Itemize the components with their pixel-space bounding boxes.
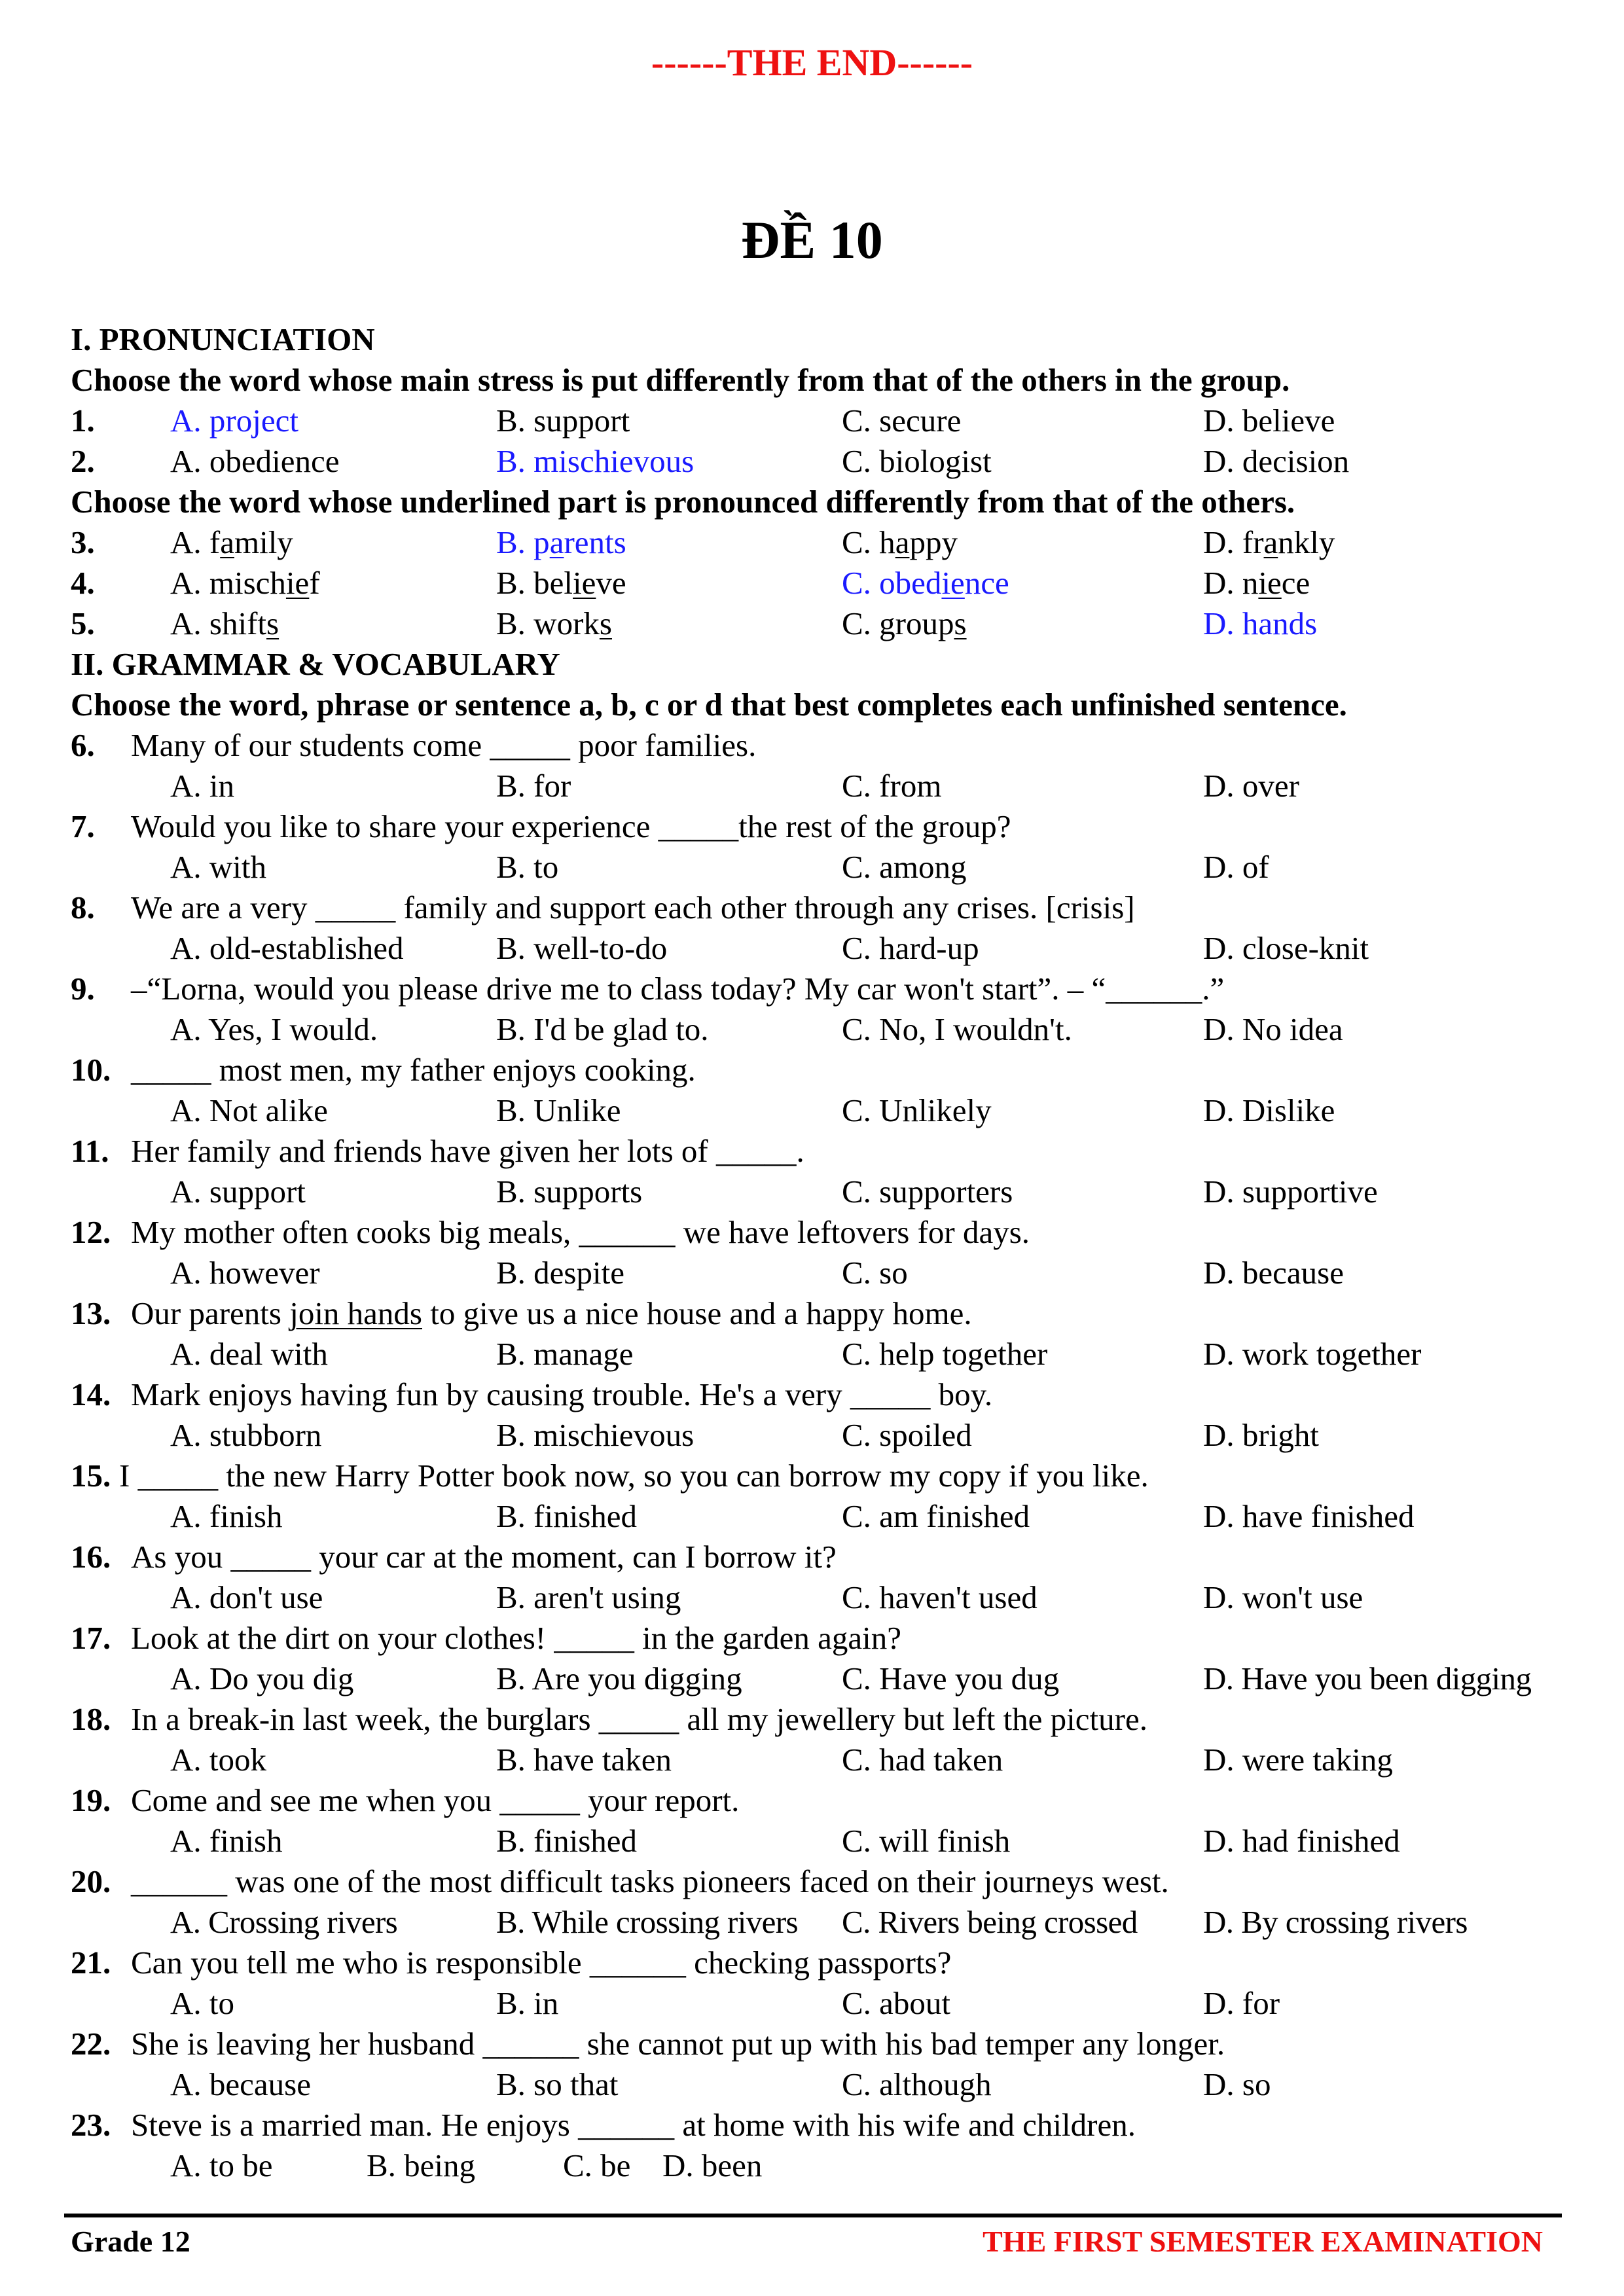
option-c: C. among xyxy=(842,849,967,885)
question-stem: 23. Steve is a married man. He enjoys ______ at home with his wife and children. xyxy=(71,2107,1136,2143)
option-a: A. to xyxy=(170,1985,234,2021)
options-row xyxy=(71,1821,1576,1861)
option-c: C. help together xyxy=(842,1336,1048,1372)
option-d: D. because xyxy=(1203,1255,1344,1291)
options-row xyxy=(71,766,1576,806)
option-a: A. with xyxy=(170,849,266,885)
options-row xyxy=(71,1902,1576,1943)
question-stem: 11. Her family and friends have given her lots of _____. xyxy=(71,1133,804,1169)
question-row: 5. A. shifts B. works C. groups D. hands xyxy=(71,603,1576,644)
option-b: B. for xyxy=(496,768,571,804)
option-a: A. to be xyxy=(170,2147,273,2183)
option-c: C. from xyxy=(842,768,942,804)
option-b: B. supports xyxy=(496,1174,643,1210)
question-stem: 8. We are a very _____ family and support each other through any crises. [crisis] xyxy=(71,889,1135,925)
option-b: B. While crossing rivers xyxy=(496,1904,799,1940)
option-a: A. don't use xyxy=(170,1579,323,1615)
options-row xyxy=(71,1172,1576,1212)
option-d: D. hands xyxy=(1203,605,1318,641)
option-a: A. project xyxy=(170,403,298,439)
option-a: A. family xyxy=(170,524,293,560)
option-c: C. biologist xyxy=(842,443,992,479)
options-row xyxy=(71,1009,1576,1050)
question-row: 2. A. obedience B. mischievous C. biologist D. decision xyxy=(71,441,1576,482)
question-stem: 22. She is leaving her husband ______ she cannot put up with his bad temper any longer. xyxy=(71,2026,1225,2062)
footer-exam-name: THE FIRST SEMESTER EXAMINATION xyxy=(983,2225,1543,2258)
option-d: D. close-knit xyxy=(1203,930,1369,966)
option-a: A. finish xyxy=(170,1498,283,1534)
option-b: B. Are you digging xyxy=(496,1660,742,1696)
option-a: A. Yes, I would. xyxy=(170,1011,378,1047)
option-a: A. obedience xyxy=(170,443,340,479)
question-stem: 21. Can you tell me who is responsible ______ checking passports? xyxy=(71,1945,952,1981)
option-d: D. of xyxy=(1203,849,1269,885)
option-d: D. Dislike xyxy=(1203,1092,1335,1128)
section-heading: I. PRONUNCIATION xyxy=(71,321,375,357)
option-d: D. Have you been digging xyxy=(1203,1660,1532,1696)
section-heading: II. GRAMMAR & VOCABULARY xyxy=(71,646,560,682)
option-c: C. had taken xyxy=(842,1742,1003,1778)
question-stem: 15. I _____ the new Harry Potter book now, so you can borrow my copy if you like. xyxy=(71,1458,1149,1494)
option-c: C. haven't used xyxy=(842,1579,1038,1615)
question-row: 1. A. project B. support C. secure D. believe xyxy=(71,401,1576,441)
option-d: D. for xyxy=(1203,1985,1280,2021)
option-a: A. Crossing rivers xyxy=(170,1904,398,1940)
option-a: A. however xyxy=(170,1255,320,1291)
options-row xyxy=(71,847,1576,888)
option-b: B. support xyxy=(496,403,630,439)
option-a: A. stubborn xyxy=(170,1417,322,1453)
question-stem: 9. –“Lorna, would you please drive me to class today? My car won't start”. – “______.” xyxy=(71,971,1225,1007)
option-d: D. decision xyxy=(1203,443,1350,479)
option-b: B. in xyxy=(496,1985,559,2021)
options-row xyxy=(71,1334,1576,1374)
option-b: B. finished xyxy=(496,1823,638,1859)
option-c: C. will finish xyxy=(842,1823,1011,1859)
option-a: A. old-established xyxy=(170,930,404,966)
option-c: C. supporters xyxy=(842,1174,1013,1210)
question-stem: 18. In a break-in last week, the burglars _____ all my jewellery but left the picture. xyxy=(71,1701,1147,1737)
option-d: D. niece xyxy=(1203,565,1310,601)
options-row xyxy=(71,1983,1576,2024)
option-d: D. supportive xyxy=(1203,1174,1378,1210)
option-b: B. aren't using xyxy=(496,1579,681,1615)
option-a: A. shifts xyxy=(170,605,280,641)
option-d: D. over xyxy=(1203,768,1299,804)
option-d: D. were taking xyxy=(1203,1742,1393,1778)
option-b: B. mischievous xyxy=(496,1417,695,1453)
footer-divider xyxy=(64,2214,1562,2217)
option-a: A. deal with xyxy=(170,1336,328,1372)
option-a: A. took xyxy=(170,1742,266,1778)
option-b: B. despite xyxy=(496,1255,624,1291)
question-stem: 10. _____ most men, my father enjoys cooking. xyxy=(71,1052,696,1088)
option-d: D. No idea xyxy=(1203,1011,1343,1047)
option-b: B. mischievous xyxy=(496,443,695,479)
option-b: B. being xyxy=(367,2147,476,2183)
option-b: B. manage xyxy=(496,1336,634,1372)
option-d: D. so xyxy=(1203,2066,1271,2102)
question-stem: 12. My mother often cooks big meals, ______ we have leftovers for days. xyxy=(71,1214,1030,1250)
option-b: B. finished xyxy=(496,1498,638,1534)
options-row xyxy=(71,1090,1576,1131)
option-c: C. obedience xyxy=(842,565,1009,601)
option-a: A. in xyxy=(170,768,234,804)
question-stem: 20. ______ was one of the most difficult tasks pioneers faced on their journeys west. xyxy=(71,1863,1169,1899)
option-b: B. Unlike xyxy=(496,1092,621,1128)
instruction: Choose the word, phrase or sentence a, b, c or d that best completes each unfinished sentence. xyxy=(71,687,1347,723)
options-row xyxy=(71,928,1576,969)
options-row xyxy=(71,1496,1576,1537)
option-c: C. although xyxy=(842,2066,992,2102)
question-stem: 7. Would you like to share your experience _____the rest of the group? xyxy=(71,808,1011,844)
option-c: C. secure xyxy=(842,403,962,439)
option-c: C. Have you dug xyxy=(842,1660,1060,1696)
option-d: D. work together xyxy=(1203,1336,1422,1372)
option-b: B. well-to-do xyxy=(496,930,668,966)
option-b: B. believe xyxy=(496,565,626,601)
option-c: C. No, I wouldn't. xyxy=(842,1011,1072,1047)
question-stem: 6. Many of our students come _____ poor families. xyxy=(71,727,757,763)
exam-content xyxy=(71,319,1576,2186)
option-c: C. hard-up xyxy=(842,930,979,966)
option-a: A. support xyxy=(170,1174,306,1210)
options-row xyxy=(71,2145,1576,2186)
exam-title: ĐỀ 10 xyxy=(741,210,883,270)
option-c: C. am finished xyxy=(842,1498,1030,1534)
option-c: C. happy xyxy=(842,524,958,560)
option-d: D. By crossing rivers xyxy=(1203,1904,1468,1940)
options-row xyxy=(71,1659,1576,1699)
question-stem: 13. Our parents join hands to give us a nice house and a happy home. xyxy=(71,1295,972,1331)
option-c: C. Rivers being crossed xyxy=(842,1904,1138,1940)
option-c: C. groups xyxy=(842,605,967,641)
option-c: C. about xyxy=(842,1985,951,2021)
options-row xyxy=(71,1253,1576,1293)
footer-grade: Grade 12 xyxy=(71,2225,190,2258)
option-a: A. Not alike xyxy=(170,1092,328,1128)
option-b: B. to xyxy=(496,849,559,885)
option-d: D. have finished xyxy=(1203,1498,1415,1534)
option-b: B. so that xyxy=(496,2066,619,2102)
option-b: B. parents xyxy=(496,524,626,560)
option-b: B. works xyxy=(496,605,612,641)
option-c: C. be xyxy=(563,2147,631,2183)
option-a: A. Do you dig xyxy=(170,1660,354,1696)
instruction: Choose the word whose underlined part is pronounced differently from that of the others. xyxy=(71,484,1295,520)
question-stem: 14. Mark enjoys having fun by causing trouble. He's a very _____ boy. xyxy=(71,1376,993,1412)
question-stem: 16. As you _____ your car at the moment, can I borrow it? xyxy=(71,1539,837,1575)
option-c: C. so xyxy=(842,1255,908,1291)
option-d: D. frankly xyxy=(1203,524,1335,560)
question-row: 3. A. family B. parents C. happy D. frankly xyxy=(71,522,1576,563)
question-row: 4. A. mischief B. believe C. obedience D. niece xyxy=(71,563,1576,603)
option-a: A. finish xyxy=(170,1823,283,1859)
option-d: D. believe xyxy=(1203,403,1335,439)
options-row xyxy=(71,1415,1576,1456)
option-a: A. mischief xyxy=(170,565,320,601)
options-row xyxy=(71,2064,1576,2105)
option-d: D. had finished xyxy=(1203,1823,1400,1859)
option-a: A. because xyxy=(170,2066,311,2102)
option-d: D. won't use xyxy=(1203,1579,1363,1615)
question-stem: 19. Come and see me when you _____ your report. xyxy=(71,1782,740,1818)
option-c: C. spoiled xyxy=(842,1417,972,1453)
option-d: D. been xyxy=(662,2147,763,2183)
option-b: B. I'd be glad to. xyxy=(496,1011,709,1047)
option-d: D. bright xyxy=(1203,1417,1319,1453)
options-row xyxy=(71,1577,1576,1618)
option-b: B. have taken xyxy=(496,1742,672,1778)
options-row xyxy=(71,1740,1576,1780)
question-stem: 17. Look at the dirt on your clothes! _____ in the garden again? xyxy=(71,1620,902,1656)
instruction: Choose the word whose main stress is put differently from that of the others in the group. xyxy=(71,362,1290,398)
option-c: C. Unlikely xyxy=(842,1092,992,1128)
the-end-heading: ------THE END------ xyxy=(651,41,973,84)
